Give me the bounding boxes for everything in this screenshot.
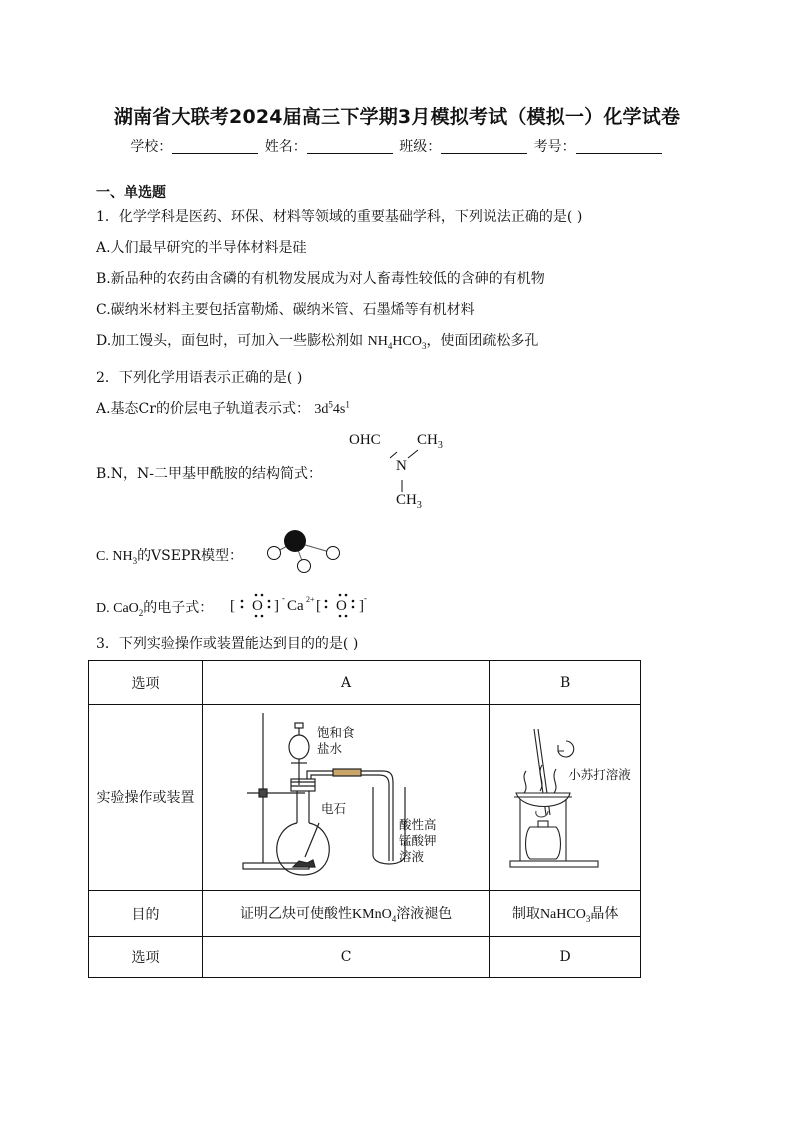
cr-orbital-formula: $3d^54s^1$ (314, 399, 350, 417)
q1-option-d (96, 330, 538, 351)
header-d-cell: D (490, 937, 641, 978)
brine-label: 饱和食盐水 (316, 725, 355, 756)
section-title: 一、单选题 (96, 185, 166, 201)
apparatus-b-figure (490, 705, 640, 890)
apparatus-label-cell (89, 705, 203, 891)
school-field[interactable] (172, 140, 258, 154)
nahco3-formula: NaHCO$_3$ (539, 907, 591, 924)
dmf-ch3-top: $CH_3$ (417, 432, 443, 451)
q1-option-b: B.新品种的农药由含磷的有机物发展成为对人畜毒性较低的含砷的有机物 (96, 271, 545, 287)
dmf-n: N (396, 458, 407, 474)
table-row (89, 891, 641, 937)
q1-option-d-text-end: ，使面团疏松多孔 (426, 333, 539, 349)
purpose-a-text: 证明乙炔可使酸性 (240, 906, 353, 923)
q1-stem: 1．化学学科是医药、环保、材料等领域的重要基础学科，下列说法正确的是( ) (96, 209, 583, 225)
purpose-b-cell (490, 891, 641, 937)
exam-title: 湖南省大联考2024届高三下学期3月模拟考试（模拟一）化学试卷 (113, 106, 681, 128)
option-label-cell-2: 选项 (89, 937, 203, 978)
header-a-cell: A (202, 661, 489, 705)
student-info-line (0, 136, 794, 156)
apparatus-b-cell (490, 705, 641, 891)
q1-option-d-text: D.加工馒头，面包时，可加入一些膨松剂如 (96, 333, 364, 349)
table-row (89, 705, 641, 891)
purpose-a-cell (202, 891, 489, 937)
apparatus-a-cell (202, 705, 489, 891)
number-label: 考号： (533, 139, 576, 155)
q3-stem: 3．下列实验操作或装置能达到目的的是( ) (96, 636, 359, 652)
header-option-cell: 选项 (89, 661, 203, 705)
q2-option-d-prefix: D. CaO (96, 601, 139, 616)
svg-text:Ca: Ca (287, 598, 304, 614)
carbide-label: 电石 (320, 801, 346, 816)
svg-text:-: - (282, 593, 285, 603)
class-label: 班级： (399, 139, 442, 155)
purpose-a-text-end: 溶液褪色 (396, 906, 453, 923)
q2-option-c-prefix: C. NH (96, 549, 133, 564)
dmf-ohc: OHC (349, 432, 381, 448)
q2-option-a (96, 398, 350, 418)
q2-stem: 2．下列化学用语表示正确的是( ) (96, 370, 303, 386)
header-c-cell: C (202, 937, 489, 978)
svg-text:[: [ (230, 598, 235, 614)
q2-option-d-text: 的电子式： (143, 600, 214, 616)
q2-option-a-text: A.基态Cr的价层电子轨道表示式： (96, 401, 310, 417)
q1-option-c: C.碳纳米材料主要包括富勒烯、碳纳米管、石墨烯等有机材料 (96, 302, 475, 318)
q2-option-d: D. CaO$_2$的电子式： (96, 600, 214, 618)
purpose-label-cell: 目的 (89, 891, 203, 937)
svg-text:-: - (364, 593, 367, 603)
number-field[interactable] (576, 140, 662, 154)
apparatus-label: 实验操作或装置 (96, 789, 195, 806)
svg-text:[: [ (316, 598, 321, 614)
q3-table (88, 660, 641, 978)
name-label: 姓名： (264, 139, 307, 155)
svg-text:2+: 2+ (306, 595, 315, 604)
q2-option-c-text: 的VSEPR模型： (137, 548, 243, 564)
purpose-b-text-end: 晶体 (590, 906, 619, 923)
apparatus-a-figure (203, 705, 489, 890)
svg-text:O: O (252, 598, 263, 614)
svg-text:]: ] (274, 598, 279, 614)
purpose-b-text: 制取 (511, 906, 540, 923)
table-row (89, 937, 641, 978)
class-field[interactable] (441, 140, 527, 154)
evaporation-apparatus-image (490, 705, 641, 891)
cao2-electron-formula (228, 592, 368, 620)
svg-text:O: O (336, 598, 347, 614)
dmf-ch3-bottom: $CH_3$ (396, 492, 422, 511)
nh4hco3-formula: $NH_4HCO_3$ (367, 334, 427, 351)
vsepr-model-image (262, 526, 352, 576)
kmno4-formula: KMnO$_4$ (352, 907, 397, 924)
kmno4-label: 酸性高锰酸钾溶液 (398, 817, 437, 864)
q1-option-a: A.人们最早研究的半导体材料是硅 (96, 240, 307, 256)
svg-text:]: ] (359, 598, 364, 614)
header-b-cell: B (490, 661, 641, 705)
q2-option-c: C. $NH_3$的VSEPR模型： (96, 548, 243, 566)
nahco3-solution-label: 小苏打溶液 (568, 767, 631, 782)
table-row (89, 661, 641, 705)
name-field[interactable] (307, 140, 393, 154)
school-label: 学校： (130, 139, 173, 155)
q2-option-b: B.N，N-二甲基甲酰胺的结构简式： (96, 466, 322, 482)
